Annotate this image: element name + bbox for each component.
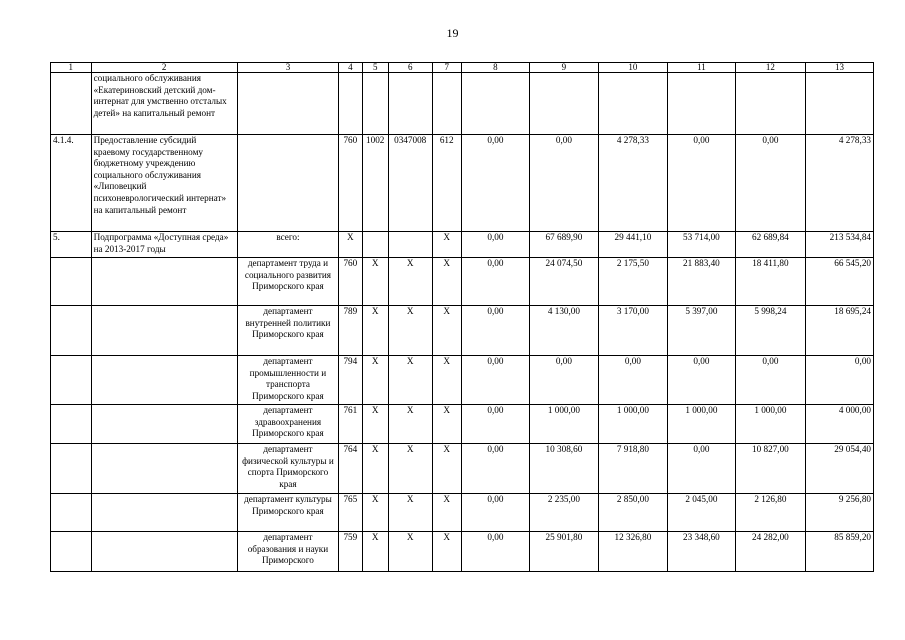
value-cell: 5 998,24 (735, 306, 805, 356)
value-cell: 9 256,80 (805, 494, 873, 532)
code-vr: X (432, 494, 461, 532)
value-cell: 62 689,84 (735, 232, 805, 258)
table-row (51, 405, 874, 444)
row-number (51, 444, 92, 494)
table-row (51, 135, 874, 232)
value-cell: 67 689,90 (529, 232, 598, 258)
header-cell: 7 (432, 63, 461, 73)
code-csr: X (388, 494, 432, 532)
table-row (51, 444, 874, 494)
value-cell (461, 73, 529, 135)
code-grbs: 761 (339, 405, 362, 444)
row-number: 4.1.4. (51, 135, 92, 232)
code-csr: X (388, 258, 432, 306)
value-cell: 2 235,00 (529, 494, 598, 532)
code-csr: X (388, 356, 432, 405)
value-cell: 29 441,10 (598, 232, 667, 258)
header-cell: 11 (667, 63, 735, 73)
budget-table (50, 62, 874, 572)
value-cell: 10 308,60 (529, 444, 598, 494)
item-name (91, 258, 237, 306)
code-grbs: 765 (339, 494, 362, 532)
item-name (91, 306, 237, 356)
value-cell: 66 545,20 (805, 258, 873, 306)
value-cell: 0,00 (529, 356, 598, 405)
value-cell: 0,00 (461, 356, 529, 405)
code-vr: X (432, 232, 461, 258)
row-number (51, 494, 92, 532)
value-cell: 24 282,00 (735, 532, 805, 572)
value-cell: 1 000,00 (529, 405, 598, 444)
value-cell: 0,00 (529, 135, 598, 232)
code-csr (388, 232, 432, 258)
value-cell: 4 000,00 (805, 405, 873, 444)
code-rzpr: X (362, 444, 388, 494)
value-cell: 21 883,40 (667, 258, 735, 306)
value-cell: 10 827,00 (735, 444, 805, 494)
value-cell: 0,00 (805, 356, 873, 405)
value-cell: 1 000,00 (735, 405, 805, 444)
header-cell: 9 (529, 63, 598, 73)
code-rzpr: X (362, 356, 388, 405)
header-cell: 1 (51, 63, 92, 73)
value-cell: 4 130,00 (529, 306, 598, 356)
value-cell: 0,00 (461, 494, 529, 532)
value-cell: 0,00 (461, 306, 529, 356)
department-name: департамент физической культуры и спорта Приморского края (237, 444, 338, 494)
value-cell: 25 901,80 (529, 532, 598, 572)
row-number (51, 356, 92, 405)
code-grbs: X (339, 232, 362, 258)
value-cell: 0,00 (461, 532, 529, 572)
table-header-row (51, 63, 874, 73)
value-cell (735, 73, 805, 135)
item-name: Предоставление субсидий краевому государственному бюджетному учреждению социального обслуживания «Липовецкий психоневрологический интернат» на капитальный ремонт (91, 135, 237, 232)
code-csr: X (388, 405, 432, 444)
code-rzpr (362, 232, 388, 258)
value-cell: 0,00 (667, 444, 735, 494)
code-rzpr: 1002 (362, 135, 388, 232)
code-grbs: 794 (339, 356, 362, 405)
header-cell: 5 (362, 63, 388, 73)
table-row (51, 306, 874, 356)
value-cell (529, 73, 598, 135)
item-name (91, 356, 237, 405)
department-name: всего: (237, 232, 338, 258)
row-number (51, 405, 92, 444)
table-row (51, 494, 874, 532)
code-grbs (339, 73, 362, 135)
row-number (51, 306, 92, 356)
department-name: департамент внутренней политики Приморского края (237, 306, 338, 356)
item-name (91, 494, 237, 532)
code-vr: X (432, 444, 461, 494)
code-rzpr: X (362, 306, 388, 356)
value-cell: 2 045,00 (667, 494, 735, 532)
row-number (51, 258, 92, 306)
code-csr: X (388, 306, 432, 356)
item-name: Подпрограмма «Доступная среда» на 2013-2017 годы (91, 232, 237, 258)
table-row (51, 73, 874, 135)
value-cell (667, 73, 735, 135)
value-cell: 12 326,80 (598, 532, 667, 572)
value-cell: 7 918,80 (598, 444, 667, 494)
table-row (51, 532, 874, 572)
row-number (51, 532, 92, 572)
value-cell: 2 850,00 (598, 494, 667, 532)
row-number: 5. (51, 232, 92, 258)
header-cell: 4 (339, 63, 362, 73)
header-cell: 2 (91, 63, 237, 73)
code-csr: 0347008 (388, 135, 432, 232)
value-cell: 2 175,50 (598, 258, 667, 306)
item-name: социального обслуживания «Екатериновский детский дом-интернат для умственно отсталых детей» на капитальный ремонт (91, 73, 237, 135)
code-csr: X (388, 444, 432, 494)
value-cell: 0,00 (461, 258, 529, 306)
table-row (51, 258, 874, 306)
header-cell: 12 (735, 63, 805, 73)
value-cell: 4 278,33 (598, 135, 667, 232)
code-grbs: 759 (339, 532, 362, 572)
value-cell: 23 348,60 (667, 532, 735, 572)
value-cell: 53 714,00 (667, 232, 735, 258)
table-row (51, 232, 874, 258)
value-cell: 18 695,24 (805, 306, 873, 356)
value-cell: 0,00 (461, 444, 529, 494)
header-cell: 13 (805, 63, 873, 73)
table-row (51, 356, 874, 405)
value-cell: 0,00 (667, 135, 735, 232)
item-name (91, 444, 237, 494)
code-grbs: 764 (339, 444, 362, 494)
code-rzpr (362, 73, 388, 135)
value-cell: 0,00 (461, 232, 529, 258)
value-cell (805, 73, 873, 135)
code-rzpr: X (362, 494, 388, 532)
code-vr (432, 73, 461, 135)
code-csr: X (388, 532, 432, 572)
header-cell: 10 (598, 63, 667, 73)
code-rzpr: X (362, 405, 388, 444)
item-name (91, 532, 237, 572)
value-cell: 85 859,20 (805, 532, 873, 572)
value-cell: 29 054,40 (805, 444, 873, 494)
department-name: департамент образования и науки Приморского (237, 532, 338, 572)
code-rzpr: X (362, 532, 388, 572)
code-vr: X (432, 258, 461, 306)
code-vr: X (432, 356, 461, 405)
header-cell: 3 (237, 63, 338, 73)
value-cell: 24 074,50 (529, 258, 598, 306)
value-cell: 5 397,00 (667, 306, 735, 356)
header-cell: 6 (388, 63, 432, 73)
value-cell: 0,00 (461, 135, 529, 232)
page-number: 19 (446, 26, 459, 40)
value-cell (598, 73, 667, 135)
value-cell: 0,00 (461, 405, 529, 444)
value-cell: 1 000,00 (667, 405, 735, 444)
value-cell: 1 000,00 (598, 405, 667, 444)
value-cell: 18 411,80 (735, 258, 805, 306)
value-cell: 4 278,33 (805, 135, 873, 232)
row-number (51, 73, 92, 135)
code-vr: X (432, 532, 461, 572)
department-name: департамент здравоохранения Приморского края (237, 405, 338, 444)
value-cell: 3 170,00 (598, 306, 667, 356)
department-name (237, 73, 338, 135)
code-csr (388, 73, 432, 135)
value-cell: 2 126,80 (735, 494, 805, 532)
value-cell: 213 534,84 (805, 232, 873, 258)
code-grbs: 760 (339, 135, 362, 232)
department-name: департамент культуры Приморского края (237, 494, 338, 532)
value-cell: 0,00 (667, 356, 735, 405)
code-vr: 612 (432, 135, 461, 232)
value-cell: 0,00 (735, 356, 805, 405)
department-name: департамент труда и социального развития Приморского края (237, 258, 338, 306)
code-vr: X (432, 306, 461, 356)
value-cell: 0,00 (735, 135, 805, 232)
code-grbs: 760 (339, 258, 362, 306)
code-grbs: 789 (339, 306, 362, 356)
code-rzpr: X (362, 258, 388, 306)
item-name (91, 405, 237, 444)
code-vr: X (432, 405, 461, 444)
department-name: департамент промышленности и транспорта Приморского края (237, 356, 338, 405)
header-cell: 8 (461, 63, 529, 73)
value-cell: 0,00 (598, 356, 667, 405)
department-name (237, 135, 338, 232)
